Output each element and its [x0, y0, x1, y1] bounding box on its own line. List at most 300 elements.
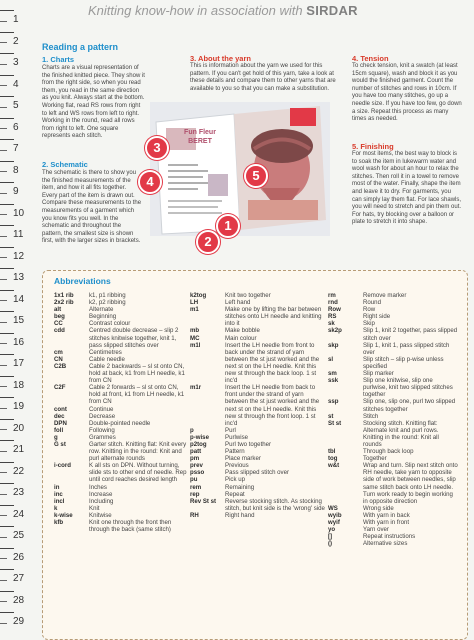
ruler-tick: [0, 75, 14, 76]
abbreviation-row: [328, 320, 458, 327]
abbreviation-key: RH: [190, 511, 199, 519]
abbreviation-row: [328, 420, 458, 448]
abbreviation-meaning: Slip marker: [363, 370, 394, 378]
abbreviation-meaning: k1, p1 ribbing: [89, 292, 126, 299]
ruler-number: 18: [13, 379, 25, 391]
abbreviation-meaning: Pattern: [225, 448, 245, 456]
abbreviation-key: incl: [54, 497, 65, 505]
abbreviation-meaning: Slip stitch – slip p-wise unless specified: [363, 355, 444, 370]
abbreviation-row: [328, 306, 458, 313]
header-italic: Knitting know-how in association with: [88, 3, 303, 18]
abbreviation-key: p2tog: [190, 440, 207, 448]
ruler-number: 24: [13, 508, 25, 520]
ruler-number: 6: [13, 121, 19, 133]
abbreviation-row: [328, 448, 458, 455]
ruler-minor-tick: [0, 214, 7, 215]
abbreviation-meaning: Right side: [363, 313, 391, 321]
abbreviation-row: [328, 512, 458, 519]
abbreviation-row: [54, 498, 189, 505]
abbreviation-row: [328, 526, 458, 533]
abbreviation-meaning: Slip one, slip one, purl two slipped stitches together: [363, 398, 456, 413]
abbreviation-row: [190, 476, 325, 483]
abbreviation-meaning: Inches: [89, 483, 107, 491]
ruler-minor-tick: [0, 257, 7, 258]
ruler-tick: [0, 333, 14, 334]
abbreviation-key: m1r: [190, 384, 202, 392]
pattern-photo-illustration: [150, 102, 330, 236]
abbreviation-key: m1: [190, 306, 199, 314]
ruler-number: 5: [13, 100, 19, 111]
ruler-number: 1: [13, 14, 19, 25]
abbreviation-meaning: Centred double decrease – slip 2 stitches knitwise together, knit 1, pass slipped stitches over: [89, 327, 179, 349]
abbreviation-row: [54, 462, 189, 483]
abbreviation-meaning: With yarn in back: [363, 511, 410, 519]
abbreviation-key: yo: [328, 526, 336, 534]
ruler-minor-tick: [0, 623, 7, 624]
abbreviation-meaning: Slip 1, knit 2 together, pass slipped stitch over: [363, 327, 458, 342]
ruler-minor-tick: [0, 515, 7, 516]
abbreviation-row: [54, 313, 189, 320]
abbreviation-row: [54, 327, 189, 348]
abbreviation-row: [328, 299, 458, 306]
abbreviation-meaning: Make one by lifting the bar between stitches onto LH needle and knitting into it: [225, 306, 322, 328]
abbreviation-meaning: Centimetres: [89, 348, 122, 356]
abbreviation-row: [190, 455, 325, 462]
abbreviation-row: [190, 434, 325, 441]
ruler-tick: [0, 397, 14, 398]
ruler-number: 15: [13, 315, 25, 326]
ruler-minor-tick: [0, 558, 7, 559]
abbreviation-meaning: Previous: [225, 462, 249, 470]
abbreviation-meaning: Stocking stitch. Knitting flat: Alternate knit and purl rows. Knitting in the round: Knit all rounds: [363, 419, 439, 448]
abbreviation-meaning: Slip 1, knit 1, pass slipped stitch over: [363, 341, 450, 356]
abbreviation-row: [54, 320, 189, 327]
abbreviation-key: 2x2 rib: [54, 299, 74, 307]
abbreviation-row: [190, 462, 325, 469]
abbreviation-meaning: Knit one through the front then through the back (same stitch): [89, 519, 172, 534]
ruler-minor-tick: [0, 343, 7, 344]
ruler-number: 13: [13, 272, 25, 283]
ruler-tick: [0, 96, 14, 97]
ruler-number: 10: [13, 207, 25, 219]
main-title: Reading a pattern: [42, 42, 119, 52]
ruler-number: 28: [13, 594, 25, 606]
abbreviation-key: cm: [54, 348, 63, 356]
tension-title: 4. Tension: [352, 54, 389, 63]
ruler-tick: [0, 483, 14, 484]
abbreviation-key: st: [328, 412, 334, 420]
abbreviation-meaning: Place marker: [225, 455, 261, 463]
ruler-tick: [0, 182, 14, 183]
abbreviation-key: MC: [190, 334, 200, 342]
ruler-minor-tick: [0, 193, 7, 194]
ruler-minor-tick: [0, 472, 7, 473]
ruler-tick: [0, 440, 14, 441]
ruler-number: 22: [13, 465, 25, 477]
ruler-tick: [0, 225, 14, 226]
abbreviation-key: skp: [328, 341, 339, 349]
abbreviation-row: [328, 413, 458, 420]
ruler-number: 29: [13, 616, 25, 627]
abbreviation-row: [328, 455, 458, 462]
abbreviation-meaning: Slip one knitwise, slip one purlwise, knit two slipped stitches together: [363, 377, 453, 399]
abbreviation-key: p-wise: [190, 433, 209, 441]
ruler-tick: [0, 268, 14, 269]
abbreviation-row: [328, 462, 458, 505]
finishing-title: 5. Finishing: [352, 142, 394, 151]
abbreviation-meaning: Reverse stocking stitch. As stocking stitch, but knit side is the 'wrong' side: [225, 497, 325, 512]
pattern-photo: [150, 102, 330, 236]
charts-title: 1. Charts: [42, 55, 75, 64]
ruler-minor-tick: [0, 451, 7, 452]
abbreviation-key: cont: [54, 405, 67, 413]
abbreviation-key: p: [190, 426, 194, 434]
schematic-text: The schematic is there to show you the finished measurements of the item, and how it all fits together. Every part of the item is drawn out. Compare these measurements to the measurements of a garment which you know fits you well. In the schematic and throughout the pattern, the smallest size is shown first, with the larger sizes in brackets.: [42, 170, 142, 245]
ruler: [0, 0, 26, 640]
abbreviation-key: tog: [328, 455, 338, 463]
abbreviation-meaning: Pick up: [225, 476, 245, 484]
ruler-minor-tick: [0, 64, 7, 65]
page-header: [88, 3, 358, 18]
abbreviation-row: [54, 292, 189, 299]
ruler-tick: [0, 612, 14, 613]
ruler-tick: [0, 591, 14, 592]
abbreviation-meaning: k2, p2 ribbing: [89, 299, 126, 307]
abbreviation-row: [54, 406, 189, 413]
callout-5: 5: [244, 164, 268, 188]
ruler-minor-tick: [0, 21, 7, 22]
ruler-number: 26: [13, 551, 25, 563]
abbreviation-row: [328, 505, 458, 512]
abbreviation-meaning: Remove marker: [363, 292, 407, 299]
abbreviation-key: in: [54, 483, 60, 491]
abbreviation-row: [190, 384, 325, 427]
ruler-number: 19: [13, 401, 25, 412]
charts-text: Charts are a visual representation of the finished knitted piece. They show it from the right side, so when you read them, you read in the same direction as you knit. Always start at the bottom. Working flat, read RS rows from right to left and WS rows from left to right. Working in the round, read all rows from right to left. One square represents each stitch.: [42, 65, 145, 140]
abbreviation-meaning: Wrong side: [363, 504, 394, 512]
abbreviation-key: cdd: [54, 327, 65, 335]
ruler-tick: [0, 118, 14, 119]
abbreviation-row: [190, 327, 325, 334]
abbreviation-key: RS: [328, 313, 337, 321]
abbreviation-meaning: Together: [363, 455, 387, 463]
abbreviation-row: [190, 512, 325, 519]
abbreviation-row: [54, 306, 189, 313]
abbreviation-key: rm: [328, 292, 336, 299]
abbreviation-key: 1x1 rib: [54, 292, 74, 299]
abbreviation-meaning: Continue: [89, 405, 114, 413]
ruler-number: 8: [13, 164, 19, 176]
ruler-minor-tick: [0, 107, 7, 108]
schematic-title: 2. Schematic: [42, 160, 88, 169]
abbreviation-key: k2tog: [190, 292, 207, 299]
abbreviation-key: m1l: [190, 341, 201, 349]
ruler-tick: [0, 32, 14, 33]
abbreviation-key: tbl: [328, 448, 336, 456]
ruler-tick: [0, 10, 14, 11]
ruler-minor-tick: [0, 494, 7, 495]
abbreviation-meaning: Knit two together: [225, 292, 271, 299]
abbreviation-row: [190, 484, 325, 491]
abbreviation-key: inc: [54, 490, 63, 498]
abbreviation-row: [54, 413, 189, 420]
abbreviation-key: []: [328, 533, 333, 541]
abbreviation-meaning: Through back loop: [363, 448, 414, 456]
abbreviation-meaning: Alternative sizes: [363, 540, 408, 548]
abbreviation-meaning: Including: [89, 497, 114, 505]
ruler-number: 16: [13, 336, 25, 348]
abbreviation-meaning: Decrease: [89, 412, 116, 420]
ruler-minor-tick: [0, 150, 7, 151]
abbreviation-row: [54, 505, 189, 512]
abbreviation-meaning: Yarn over: [363, 526, 389, 534]
abbreviation-row: [190, 342, 325, 385]
abbreviation-key: sl: [328, 355, 334, 363]
abbreviation-key: wyif: [328, 519, 340, 526]
abbreviation-meaning: Alternate: [89, 306, 114, 314]
abbreviation-row: [190, 335, 325, 342]
ruler-number: 12: [13, 250, 25, 262]
ruler-number: 7: [13, 143, 19, 154]
abbreviation-key: pu: [190, 476, 198, 484]
yarn-title: 3. About the yarn: [190, 54, 251, 63]
abbreviation-key: patt: [190, 448, 202, 456]
abbreviation-meaning: Following: [89, 426, 115, 434]
ruler-minor-tick: [0, 537, 7, 538]
ruler-tick: [0, 354, 14, 355]
abbreviation-meaning: Cable 2 backwards – sl st onto CN, hold at back, k1 from LH needle, k1 from CN: [89, 362, 185, 385]
abbreviation-row: [54, 427, 189, 434]
ruler-number: 17: [13, 358, 25, 369]
abbreviation-meaning: Make bobble: [225, 327, 260, 335]
abbreviation-row: [328, 377, 458, 398]
abbreviation-meaning: Cable needle: [89, 355, 125, 363]
abbreviation-row: [328, 356, 458, 370]
abbreviation-key: alt: [54, 306, 62, 314]
ruler-tick: [0, 204, 14, 205]
abbreviations-col-2: [190, 292, 325, 519]
ruler-tick: [0, 548, 14, 549]
ruler-minor-tick: [0, 386, 7, 387]
abbreviation-key: G st: [54, 440, 66, 448]
ruler-minor-tick: [0, 429, 7, 430]
abbreviation-meaning: Stitch: [363, 412, 379, 420]
abbreviation-meaning: Knit: [89, 504, 100, 512]
ruler-minor-tick: [0, 300, 7, 301]
abbreviation-meaning: Skip: [363, 320, 375, 328]
abbreviation-row: [328, 398, 458, 412]
ruler-number: 11: [13, 229, 24, 240]
abbreviation-key: g: [54, 433, 58, 441]
ruler-minor-tick: [0, 601, 7, 602]
abbreviation-row: [54, 491, 189, 498]
abbreviation-meaning: Double-pointed needle: [89, 419, 151, 427]
abbreviation-meaning: Right hand: [225, 511, 255, 519]
abbreviation-key: mb: [190, 327, 200, 335]
abbreviation-meaning: Purl: [225, 426, 236, 434]
abbreviation-row: [54, 434, 189, 441]
tension-text: To check tension, knit a swatch (at least 15cm square), wash and block it as you would the finished garment. Count the number of stitches and rows in 10cm. If you have too many stitches, go up a needle size. If you have too few, go down a size. Repeat this process as many times as needed.: [352, 63, 462, 123]
ruler-minor-tick: [0, 580, 7, 581]
abbreviation-meaning: Purlwise: [225, 433, 249, 441]
abbreviation-key: foll: [54, 426, 64, 434]
ruler-number: 9: [13, 186, 19, 197]
abbreviation-key: Row: [328, 306, 341, 314]
abbreviation-key: WS: [328, 504, 338, 512]
abbreviation-key: w&t: [328, 462, 340, 470]
ruler-number: 25: [13, 530, 25, 541]
abbreviation-key: wyib: [328, 511, 342, 519]
abbreviation-meaning: Beginning: [89, 313, 117, 321]
abbreviation-key: dec: [54, 412, 65, 420]
abbreviation-key: ssp: [328, 398, 339, 406]
abbreviation-row: [190, 292, 325, 299]
ruler-number: 14: [13, 293, 25, 305]
ruler-number: 21: [13, 444, 25, 455]
ruler-minor-tick: [0, 42, 7, 43]
abbreviations-col-3: [328, 292, 458, 547]
yarn-text: This is information about the yarn we used for this pattern. If you can't get hold of this yarn, take a look at these details and compare them to other yarns that are available to you so that you can make a substitution.: [190, 63, 336, 92]
abbreviation-row: [54, 349, 189, 356]
abbreviation-key: sk2p: [328, 327, 342, 335]
abbreviation-meaning: Purl two together: [225, 440, 272, 448]
abbreviation-meaning: Row: [363, 306, 376, 314]
ruler-tick: [0, 462, 14, 463]
abbreviation-meaning: Cable 2 forwards – sl st onto CN, hold at front, k1 from LH needle, k1 from CN: [89, 384, 185, 406]
abbreviation-key: pm: [190, 455, 200, 463]
abbreviation-key: sk: [328, 320, 335, 328]
abbreviation-row: [190, 441, 325, 448]
abbreviation-key: beg: [54, 313, 65, 321]
abbreviation-key: ssk: [328, 377, 339, 385]
ruler-tick: [0, 53, 14, 54]
abbreviation-meaning: Insert the LH needle from back to front under the strand of yarn between the st just worked and the next st on the LH needle. Knit this new st through the front loop. 1 st inc'd: [225, 384, 320, 427]
abbreviation-row: [54, 512, 189, 519]
abbreviation-key: DPN: [54, 419, 67, 427]
ruler-tick: [0, 161, 14, 162]
abbreviation-key: C2F: [54, 384, 66, 392]
abbreviation-row: [328, 540, 458, 547]
abbreviation-key: rnd: [328, 299, 338, 307]
abbreviation-key: prev: [190, 462, 203, 470]
ruler-number: 3: [13, 57, 19, 68]
abbreviation-key: i-cord: [54, 462, 71, 470]
ruler-tick: [0, 419, 14, 420]
abbreviation-key: CC: [54, 320, 63, 328]
abbreviations-title: Abbreviations: [54, 276, 111, 286]
abbreviation-row: [328, 533, 458, 540]
abbreviation-meaning: Round: [363, 299, 381, 307]
abbreviation-row: [54, 420, 189, 427]
abbreviation-meaning: Grammes: [89, 433, 116, 441]
abbreviation-row: [190, 469, 325, 476]
abbreviation-row: [190, 299, 325, 306]
abbreviation-row: [190, 427, 325, 434]
abbreviation-row: [54, 363, 189, 384]
abbreviation-row: [54, 441, 189, 462]
abbreviation-key: kfb: [54, 519, 64, 526]
ruler-tick: [0, 290, 14, 291]
abbreviation-row: [328, 370, 458, 377]
abbreviation-key: CN: [54, 355, 63, 363]
ruler-tick: [0, 247, 14, 248]
magazine-title: Fun Fleur BERET: [184, 129, 216, 145]
abbreviation-row: [54, 484, 189, 491]
abbreviation-key: C2B: [54, 362, 67, 370]
callout-4: 4: [138, 170, 162, 194]
abbreviation-meaning: Wrap and turn. Slip next stitch onto RH needle, take yarn to opposite side of work between needles, slip same stitch back onto LH needle. Turn work ready to begin working in opposite direction: [363, 462, 458, 505]
abbreviation-key: LH: [190, 299, 199, 307]
callout-2: 2: [196, 230, 220, 254]
ruler-minor-tick: [0, 85, 7, 86]
ruler-number: 20: [13, 422, 25, 434]
abbreviation-key: Rev St st: [190, 497, 217, 505]
abbreviation-row: [190, 448, 325, 455]
abbreviation-key: rem: [190, 483, 202, 491]
abbreviation-row: [328, 519, 458, 526]
abbreviation-meaning: Left hand: [225, 299, 251, 307]
abbreviation-row: [190, 491, 325, 498]
abbreviation-row: [190, 306, 325, 327]
callout-3: 3: [145, 136, 169, 160]
abbreviation-meaning: Garter stitch. Knitting flat: Knit every row. Knitting in the round: Knit and purl alternate rounds: [89, 440, 187, 463]
ruler-tick: [0, 505, 14, 506]
abbreviation-meaning: Contrast colour: [89, 320, 131, 328]
ruler-number: 27: [13, 573, 25, 584]
abbreviation-row: [328, 313, 458, 320]
abbreviation-row: [190, 498, 325, 512]
abbreviation-meaning: Increase: [89, 490, 113, 498]
abbreviation-row: [54, 519, 189, 533]
ruler-number: 4: [13, 78, 19, 90]
ruler-minor-tick: [0, 279, 7, 280]
abbreviation-meaning: K all sts on DPN. Without turning, slide sts to other end of needle. Rep until cord reaches desired length: [89, 462, 187, 484]
abbreviation-key: sm: [328, 370, 337, 378]
abbreviation-meaning: With yarn in front: [363, 519, 410, 526]
ruler-tick: [0, 376, 14, 377]
abbreviation-key: St st: [328, 419, 342, 427]
abbreviation-key: rep: [190, 490, 200, 498]
abbreviation-row: [54, 384, 189, 405]
abbreviation-key: k: [54, 504, 58, 512]
callout-1: 1: [216, 214, 240, 238]
abbreviation-key: psso: [190, 469, 205, 477]
abbreviation-row: [328, 327, 458, 341]
ruler-number: 2: [13, 35, 19, 47]
ruler-tick: [0, 139, 14, 140]
ruler-tick: [0, 311, 14, 312]
abbreviation-meaning: Knitwise: [89, 511, 112, 519]
ruler-minor-tick: [0, 236, 7, 237]
abbreviation-meaning: Remaining: [225, 483, 255, 491]
finishing-text: For most items, the best way to block is to soak the item in lukewarm water and wool wash for about an hour to relax the stitches. Then roll it in a towel to remove most of the water. Finally, shape the item and leave it to dry. For garments, you can simply lay them flat. For lace shawls, you will need to stretch and pin them out. For hats, try blocking over a balloon or plate to stretch it into shape.: [352, 151, 462, 226]
abbreviation-meaning: Insert the LH needle from front to back under the strand of yarn between the st just worked and the next st on the LH needle. Knit this new st through the back loop. 1 st inc'd: [225, 341, 320, 385]
abbreviation-key: (): [328, 540, 333, 548]
ruler-minor-tick: [0, 322, 7, 323]
abbreviations-col-1: [54, 292, 189, 533]
header-brand: SIRDAR: [306, 3, 358, 18]
ruler-minor-tick: [0, 408, 7, 409]
ruler-minor-tick: [0, 171, 7, 172]
abbreviation-meaning: Repeat: [225, 490, 245, 498]
abbreviation-meaning: Pass slipped stitch over: [225, 469, 290, 477]
ruler-tick: [0, 569, 14, 570]
abbreviation-meaning: Main colour: [225, 334, 257, 342]
ruler-number: 23: [13, 487, 25, 498]
abbreviation-meaning: Repeat instructions: [363, 533, 416, 541]
abbreviation-row: [54, 356, 189, 363]
abbreviation-row: [54, 299, 189, 306]
